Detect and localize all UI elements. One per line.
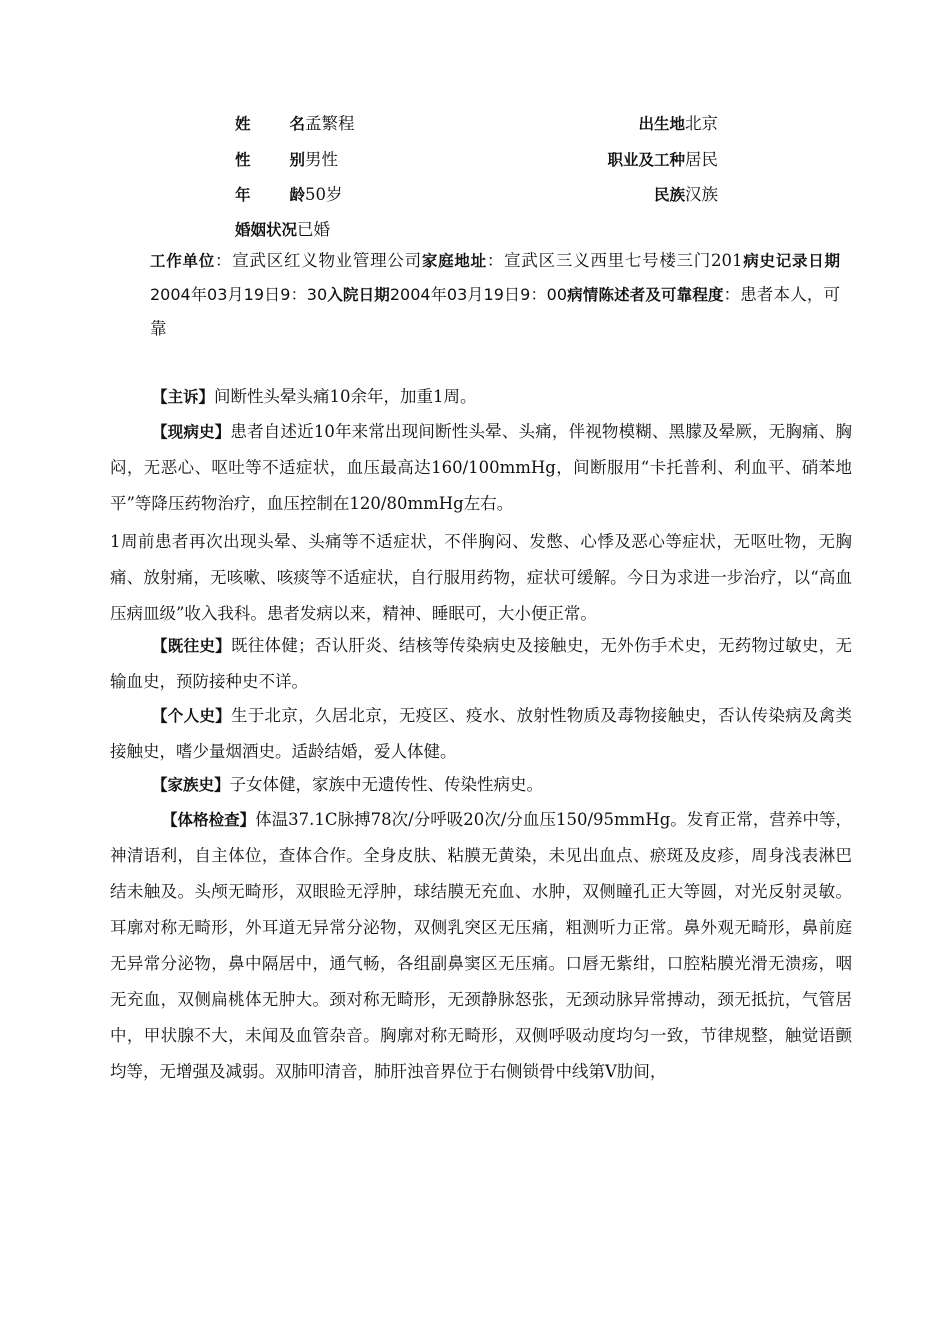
work-label: 工作单位 <box>150 252 215 270</box>
sex-value: 男性 <box>305 150 339 169</box>
past-history-text: 既往体健；否认肝炎、结核等传染病史及接触史，无外伤手术史，无药物过敏史，无输血史，预防接种史不详。 <box>110 636 852 691</box>
age-value: 50岁 <box>305 185 343 204</box>
age-label-2: 龄 <box>289 186 306 204</box>
informant-value: ：患者本人，可靠 <box>150 285 840 338</box>
home-label: 家庭地址 <box>421 252 487 270</box>
ethnicity-value: 汉族 <box>685 185 718 204</box>
age-label-1: 年 <box>235 186 290 204</box>
birthplace-label: 出生地 <box>638 115 685 133</box>
occupation-field <box>607 146 718 170</box>
occupation-value: 居民 <box>685 150 718 169</box>
info-row-age <box>235 181 718 205</box>
past-history-label: 【既往史】 <box>152 637 231 655</box>
ethnicity-field <box>654 181 718 205</box>
marital-field <box>235 216 330 240</box>
info-row-sex <box>235 146 718 170</box>
present-illness-text-1: 患者自述近10年来常出现间断性头晕、头痛，伴视物模糊、黑朦及晕厥，无胸痛、胸闷，无恶心、呕吐等不适症状，血压最高达160/100mmHg，间断服用“卡托普利、利血平、硝苯地平”等降压药物治疗，血压控制在120/80mmHg左右。 <box>110 422 852 513</box>
admit-date-label: 入院日期 <box>327 286 390 304</box>
birthplace-field <box>638 110 718 134</box>
sex-label-2: 别 <box>289 151 306 169</box>
personal-history <box>110 698 852 770</box>
ethnicity-label: 民族 <box>653 186 685 204</box>
record-date-label: 病史记录日期 <box>742 252 841 270</box>
marital-label: 婚姻状况 <box>235 221 298 239</box>
age-field <box>235 181 343 205</box>
marital-value: 已婚 <box>297 220 331 239</box>
family-history-label: 【家族史】 <box>152 776 230 794</box>
present-illness-text-2: 1周前患者再次出现头晕、头痛等不适症状，不伴胸闷、发憋、心悸及恶心等症状，无呕吐物，无胸痛、放射痛，无咳嗽、咳痰等不适症状，自行服用药物，症状可缓解。今日为求进一步治疗，以“高血压病皿级”收入我科。患者发病以来，精神、睡眠可，大小便正常。 <box>110 532 852 623</box>
present-illness-label: 【现病史】 <box>152 423 231 441</box>
info-row-name <box>235 110 718 134</box>
physical-exam-text: 体温37.1C脉搏78次/分呼吸20次/分血压150/95mmHg。发育正常，营养中等，神清语利，自主体位，查体合作。全身皮肤、粘膜无黄染，未见出血点、瘀斑及皮疹，周身浅表淋巴结未触及。头颅无畸形，双眼睑无浮肿，球结膜无充血、水肿，双侧瞳孔正大等圆，对光反射灵敏。耳廓对称无畸形，外耳道无异常分泌物，双侧乳突区无压痛，粗测听力正常。鼻外观无畸形，鼻前庭无异常分泌物，鼻中隔居中，通气畅，各组副鼻窦区无压痛。口唇无紫绀，口腔粘膜光滑无溃疡，咽无充血，双侧扁桃体无肿大。颈对称无畸形，无颈静脉怒张，无颈动脉异常搏动，颈无抵抗，气管居中，甲状腺不大，未闻及血管杂音。胸廓对称无畸形，双侧呼吸动度均匀一致，节律规整，触觉语颤均等，无增强及减弱。双肺叩清音，肺肝浊音界位于右侧锁骨中线第V肋间， <box>110 810 852 1081</box>
sex-label-1: 性 <box>235 151 290 169</box>
name-label-1: 姓 <box>235 115 290 133</box>
personal-history-label: 【个人史】 <box>152 707 231 725</box>
present-illness-continued <box>110 524 852 632</box>
sex-field <box>235 146 338 170</box>
informant-label: 病情陈述者及可靠程度 <box>567 286 724 304</box>
chief-complaint-text: 间断性头晕头痛10余年，加重1周。 <box>214 387 477 406</box>
birthplace-value: 北京 <box>685 114 718 133</box>
record-meta <box>150 244 840 346</box>
home-value: ：宣武区三义西里七号楼三门201 <box>486 251 743 270</box>
present-illness <box>110 414 852 522</box>
personal-history-text: 生于北京，久居北京，无疫区、疫水、放射性物质及毒物接触史，否认传染病及禽类接触史，嗜少量烟酒史。适龄结婚，爱人体健。 <box>110 706 852 761</box>
chief-complaint-label: 【主诉】 <box>152 388 215 406</box>
info-row-marital <box>235 216 718 240</box>
physical-exam-label: 【体格检查】 <box>162 811 256 829</box>
past-history <box>110 628 852 700</box>
family-history <box>110 767 852 803</box>
record-date-value: 2004年03月19日9：30 <box>150 285 328 304</box>
name-field <box>235 110 355 134</box>
occupation-label: 职业及工种 <box>607 151 685 169</box>
physical-exam <box>110 802 852 1090</box>
name-value: 孟繁程 <box>305 114 355 133</box>
work-value: ：宣武区红义物业管理公司 <box>214 251 422 270</box>
name-label-2: 名 <box>289 115 306 133</box>
admit-date-value: 2004年03月19日9：00 <box>389 285 568 304</box>
chief-complaint <box>110 379 852 415</box>
family-history-text: 子女体健，家族中无遗传性、传染性病史。 <box>229 775 544 794</box>
